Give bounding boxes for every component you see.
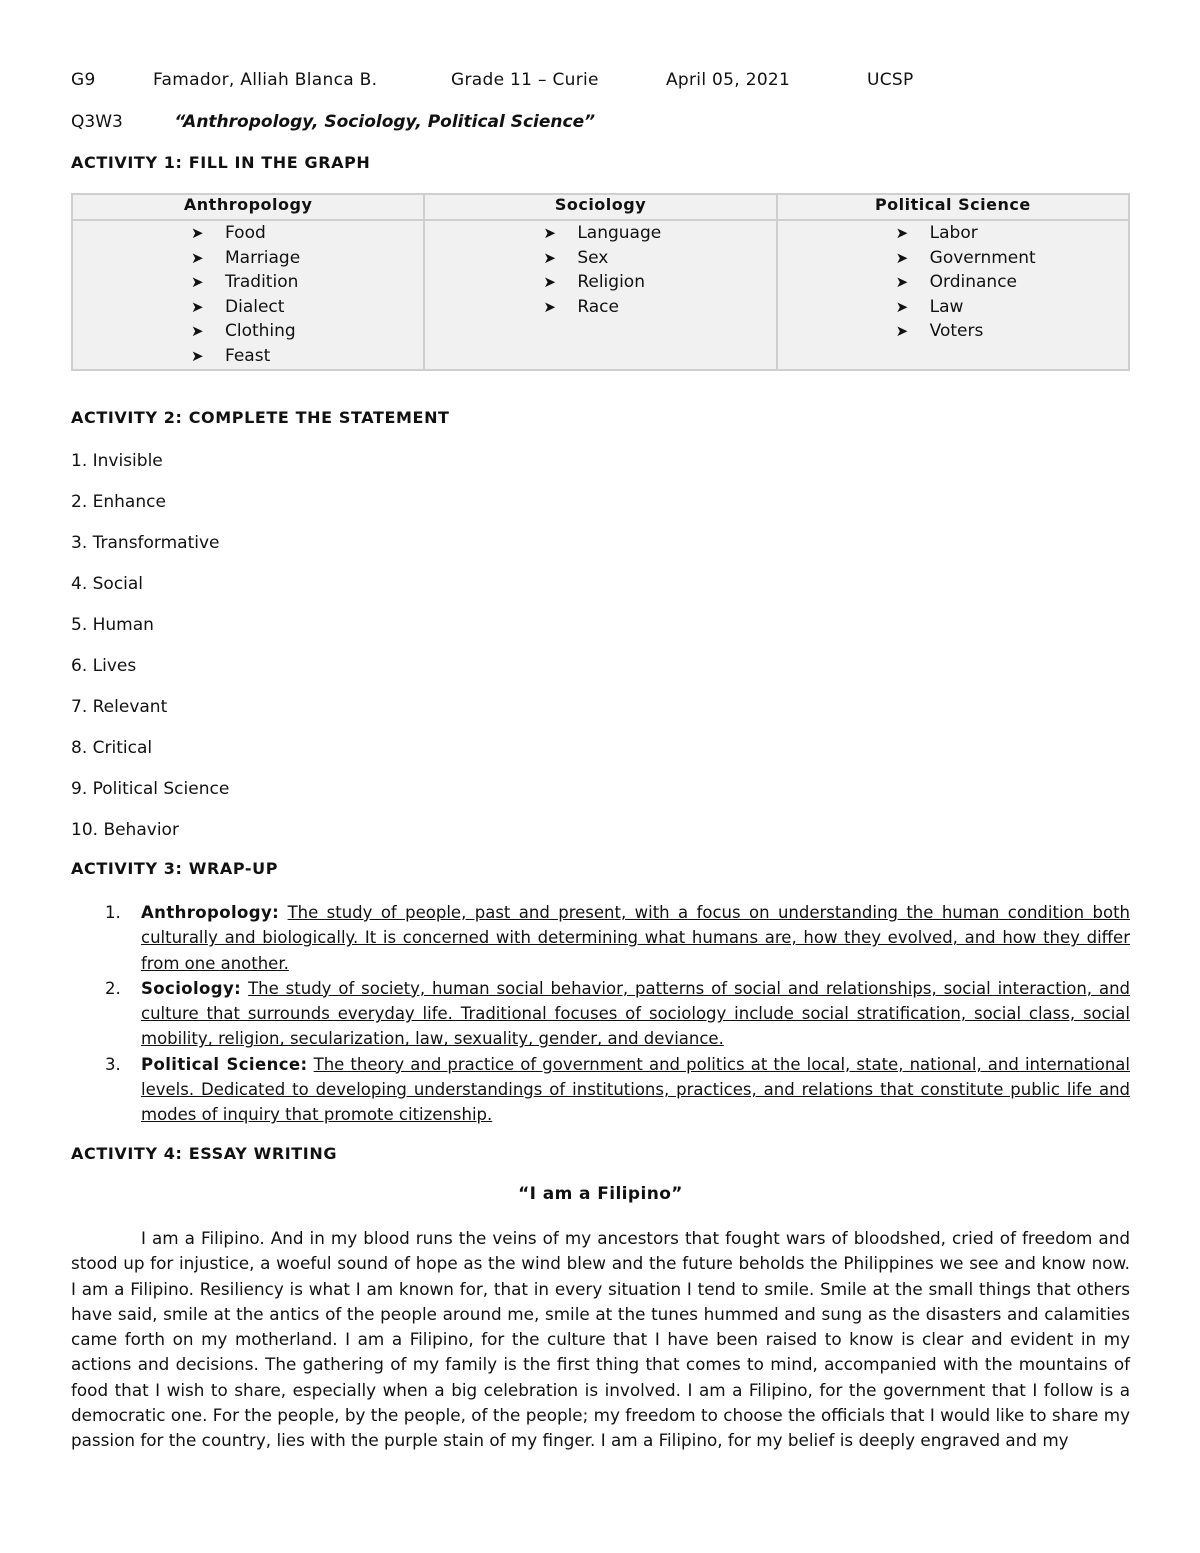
arrow-bullet-icon: ➤: [895, 224, 909, 242]
list-item: 3. Transformative: [71, 533, 220, 553]
list-item: 10. Behavior: [71, 820, 179, 840]
list-item: [71, 900, 1130, 976]
arrow-bullet-icon: ➤: [895, 297, 909, 316]
header-row: [71, 70, 1130, 96]
list-item: 7. Relevant: [71, 697, 168, 717]
arrow-bullet-icon: ➤: [191, 346, 204, 365]
list-item: ➤ Food: [191, 221, 423, 246]
list-item: 4. Social: [71, 574, 144, 594]
column-header-sociology: Sociology: [424, 194, 776, 220]
activity2-heading: ACTIVITY 2: COMPLETE THE STATEMENT: [71, 408, 450, 427]
list-item: 6. Lives: [71, 656, 137, 676]
arrow-bullet-icon: ➤: [895, 273, 909, 292]
list-item: ➤ Language: [543, 221, 775, 246]
arrow-bullet-icon: ➤: [543, 248, 556, 267]
item-number: 3.: [105, 1054, 121, 1074]
arrow-bullet-icon: ➤: [191, 248, 204, 267]
subject: UCSP: [867, 70, 914, 90]
list-item: 8. Critical: [71, 738, 153, 758]
date: April 05, 2021: [666, 70, 791, 90]
term-label: Sociology:: [141, 978, 242, 998]
arrow-bullet-icon: ➤: [543, 224, 556, 242]
list-item: ➤ Voters: [896, 319, 1128, 344]
list-item: ➤ Religion: [543, 270, 775, 295]
header-code: G9: [71, 70, 96, 90]
list-item: ➤ Marriage: [191, 246, 423, 271]
list-item: 5. Human: [71, 615, 154, 635]
arrow-bullet-icon: ➤: [895, 322, 909, 341]
student-name: Famador, Alliah Blanca B.: [153, 70, 378, 90]
term-label: Political Science:: [141, 1054, 308, 1074]
wrap-up-list: [71, 900, 1130, 1128]
list-item: 9. Political Science: [71, 779, 230, 799]
arrow-bullet-icon: ➤: [191, 273, 204, 292]
column-header-anthropology: Anthropology: [72, 194, 424, 220]
activity4-heading: ACTIVITY 4: ESSAY WRITING: [71, 1144, 338, 1163]
arrow-bullet-icon: ➤: [191, 224, 204, 242]
arrow-bullet-icon: ➤: [191, 297, 204, 316]
column-cell-political-science: [777, 220, 1129, 370]
column-cell-sociology: [424, 220, 776, 370]
list-item: ➤ Ordinance: [896, 270, 1128, 295]
topic-title: “Anthropology, Sociology, Political Science”: [174, 112, 596, 132]
graph-table: [71, 193, 1130, 371]
term-definition: The study of society, human social behavior, patterns of social and relationships, social interaction, and culture that surrounds everyday life. Traditional focuses of sociology include social stratification, social class, social mobility, religion, secularization, law, sexuality, gender, and deviance.: [141, 978, 1130, 1049]
arrow-bullet-icon: ➤: [895, 248, 909, 267]
subheader: [71, 112, 595, 132]
essay-body: I am a Filipino. And in my blood runs the veins of my ancestors that fought wars of bloodshed, cried of freedom and stood up for injustice, a woeful sound of hope as the wind blew and the future beholds the Philippines we see and know now. I am a Filipino. Resiliency is what I am known for, that in every situation I tend to smile. Smile at the small things that others have said, smile at the antics of the people around me, smile at the tunes hummed and sung as the disasters and calamities came forth on my motherland. I am a Filipino, for the culture that I have been raised to know is clear and evident in my actions and decisions. The gathering of my family is the first thing that comes to mind, accompanied with the mountains of food that I wish to share, especially when a big celebration is involved. I am a Filipino, for the government that I follow is a democratic one. For the people, by the people, of the people; my freedom to choose the officials that I would like to share my passion for the country, lies with the purple stain of my finger. I am a Filipino, for my belief is deeply engraved and my: [71, 1228, 1130, 1451]
list-item: ➤ Sex: [543, 246, 775, 271]
activity3-heading: ACTIVITY 3: WRAP-UP: [71, 859, 279, 878]
item-number: 2.: [105, 978, 121, 998]
list-item: 2. Enhance: [71, 492, 166, 512]
arrow-bullet-icon: ➤: [543, 273, 556, 292]
statement-list: [71, 448, 229, 858]
list-item: [71, 976, 1130, 1052]
item-number: 1.: [105, 903, 121, 922]
grade-section: Grade 11 – Curie: [451, 70, 599, 90]
column-cell-anthropology: [72, 220, 424, 370]
list-item: ➤ Labor: [896, 221, 1128, 246]
list-item: ➤ Clothing: [191, 319, 423, 344]
essay-title: “I am a Filipino”: [518, 1184, 683, 1204]
list-item: 1. Invisible: [71, 451, 163, 471]
arrow-bullet-icon: ➤: [191, 322, 204, 341]
term-definition: The study of people, past and present, with a focus on understanding the human condition both culturally and biologically. It is concerned with determining what humans are, how they evolved, and how they differ from one another.: [141, 903, 1130, 973]
list-item: ➤ Feast: [191, 344, 423, 369]
list-item: [71, 1052, 1130, 1128]
column-header-political-science: Political Science: [777, 194, 1129, 220]
arrow-bullet-icon: ➤: [543, 297, 556, 316]
list-item: ➤ Tradition: [191, 270, 423, 295]
term-label: Anthropology:: [141, 903, 280, 922]
term-definition: The theory and practice of government and politics at the local, state, national, and international levels. Dedicated to developing understandings of institutions, practices, and relations that constitute public life and modes of inquiry that promote citizenship.: [141, 1054, 1130, 1125]
list-item: ➤ Dialect: [191, 295, 423, 320]
list-item: ➤ Law: [896, 295, 1128, 320]
list-item: ➤ Government: [896, 246, 1128, 271]
list-item: ➤ Race: [543, 295, 775, 320]
activity1-heading: ACTIVITY 1: FILL IN THE GRAPH: [71, 153, 371, 172]
week-code: Q3W3: [71, 112, 123, 132]
